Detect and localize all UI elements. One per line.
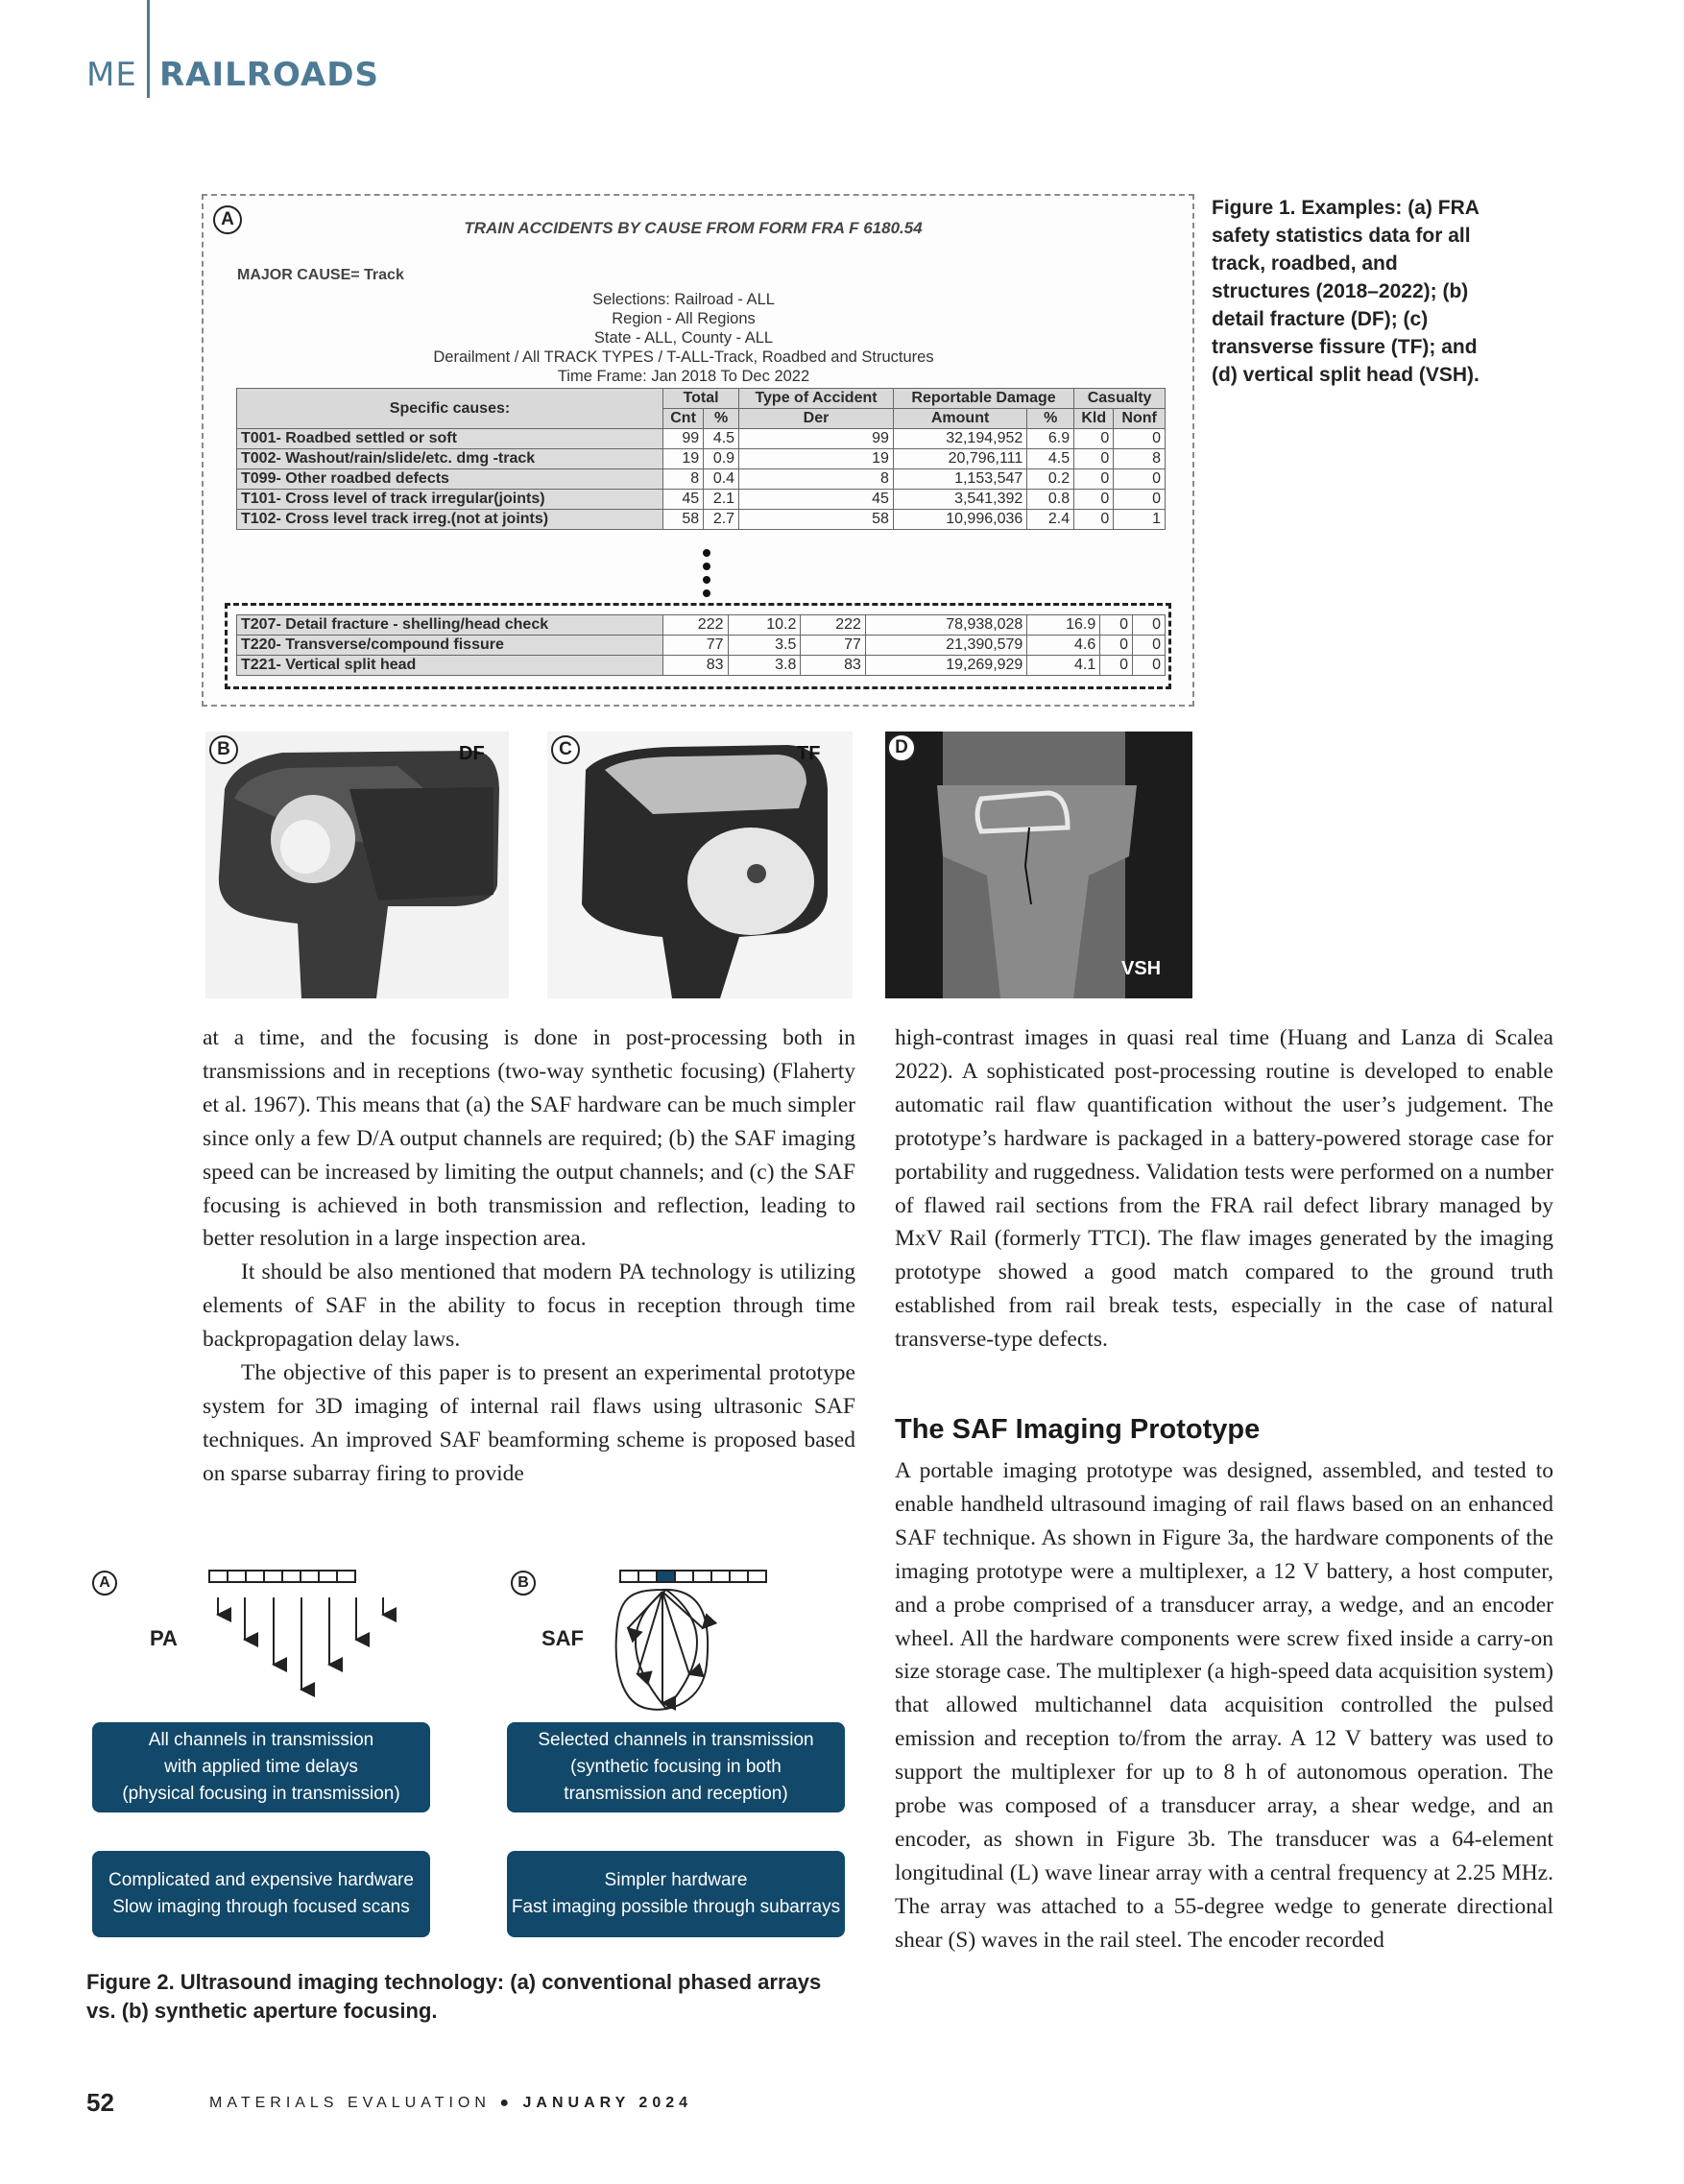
value-cell: 45 [739, 490, 894, 510]
selection-line: Time Frame: Jan 2018 To Dec 2022 [557, 368, 810, 385]
selection-line: State - ALL, County - ALL [593, 329, 774, 347]
paragraph: at a time, and the focusing is done in post-processing both in transmissions and in receptions (two-way synthetic focusing) (Flaherty et al. 1967). This means that (a) the SAF hardware can be much simpler since only a few D/A output channels are required; (b) the SAF imaging speed can be increased by limiting the output channels; and (c) the SAF focusing is achieved in both transmission and reflection, leading to better resolution in a large inspection area. [203, 1025, 855, 1252]
value-cell: 19,269,929 [865, 656, 1026, 676]
table-row [237, 636, 1166, 656]
major-cause: MAJOR CAUSE= Track [237, 267, 404, 283]
value-cell: 4.5 [704, 429, 739, 449]
header-section: RAILROADS [159, 56, 380, 94]
table-row [237, 615, 1166, 636]
value-cell: 0 [1114, 469, 1166, 490]
table-row [237, 469, 1166, 490]
header-me: ME [86, 56, 137, 94]
value-cell: 19 [739, 449, 894, 469]
table-row [237, 449, 1166, 469]
value-cell: 222 [801, 615, 866, 636]
col-type: Type of Accident [739, 389, 894, 409]
pa-label: PA [150, 1626, 178, 1650]
value-cell: 0.2 [1027, 469, 1074, 490]
cause-cell: T220- Transverse/compound fissure [237, 636, 663, 656]
value-cell: 8 [739, 469, 894, 490]
tf-label: TF [797, 743, 821, 764]
figure1-caption: Figure 1. Examples: (a) FRA safety statistics data for all track, roadbed, and structures (2018–2022); (b) detail fracture (DF); (c) transverse fissure (TF); and (d) vertical split head (VSH). [1212, 197, 1480, 386]
value-cell: 78,938,028 [865, 615, 1026, 636]
bullet: ● [499, 2095, 515, 2111]
table-row [237, 656, 1166, 676]
col-cnt: Cnt [663, 409, 704, 429]
paragraph: high-contrast images in quasi real time (Huang and Lanza di Scalea 2022). A sophisticated post-processing routine is developed to enable automatic rail flaw quantification without the user’s judgement. The prototype’s hardware is packaged in a battery-powered storage case for portability and ruggedness. Validation tests were performed on a number of flawed rail sections from the FRA rail defect library managed by MxV Rail (formerly TTCI). The flaw images generated by the imaging prototype showed a good match compared to the ground truth established from rail break tests, especially in the case of natural transverse-type defects. [895, 1025, 1553, 1353]
col-der: Der [739, 409, 894, 429]
value-cell: 0 [1133, 615, 1166, 636]
value-cell: 0 [1133, 656, 1166, 676]
selection-line: Region - All Regions [612, 310, 756, 327]
value-cell: 0 [1074, 429, 1114, 449]
box-line: transmission and reception) [564, 1784, 788, 1804]
col-damage: Reportable Damage [893, 389, 1073, 409]
table-row [237, 510, 1166, 530]
issue-date: JANUARY 2024 [522, 2095, 693, 2111]
box-line: Simpler hardware [604, 1870, 748, 1890]
value-cell: 4.5 [1027, 449, 1074, 469]
panel-a-letter: A [213, 205, 242, 234]
photo-transverse-fissure [547, 732, 853, 998]
panel-c-letter: C [551, 735, 580, 764]
value-cell: 6.9 [1027, 429, 1074, 449]
value-cell: 0 [1133, 636, 1166, 656]
cause-cell: T221- Vertical split head [237, 656, 663, 676]
figure2-caption: Figure 2. Ultrasound imaging technology: (a) conventional phased arrays vs. (b) synthetic aperture focusing. [86, 1970, 822, 2023]
transverse-fissure-image [547, 732, 853, 998]
value-cell: 0 [1114, 490, 1166, 510]
photo-vertical-split-head [885, 732, 1192, 998]
value-cell: 2.7 [704, 510, 739, 530]
value-cell: 3,541,392 [893, 490, 1026, 510]
ellipsis-dot [703, 563, 710, 570]
left-column-top [203, 1021, 855, 1491]
detail-fracture-image [205, 732, 509, 998]
value-cell: 10.2 [728, 615, 801, 636]
value-cell: 2.1 [704, 490, 739, 510]
value-cell: 0.4 [704, 469, 739, 490]
right-column-top [895, 1021, 1553, 1356]
value-cell: 21,390,579 [865, 636, 1026, 656]
value-cell: 0.8 [1027, 490, 1074, 510]
ellipsis-dot [703, 576, 710, 584]
box-line: All channels in transmission [148, 1730, 374, 1750]
ellipsis-dot [703, 549, 710, 557]
fig2-a-letter: A [92, 1571, 117, 1596]
value-cell: 0 [1074, 510, 1114, 530]
col-casualty: Casualty [1074, 389, 1166, 409]
value-cell: 83 [663, 656, 729, 676]
paragraph: A portable imaging prototype was designed, assembled, and tested to enable handheld ultrasound imaging of rail flaws based on an enhanced SAF technique. As shown in Figure 3a, the hardware components of the imaging prototype were a multiplexer, a 12 V battery, a host computer, and a probe comprised of a transducer array, a wedge, and an encoder wheel. All the hardware components were screw fixed inside a carry-on size storage case. The multiplexer (a high-speed data acquisition system) that allowed multichannel data acquisition controlled the pulsed emission and reception to/from the array. A 12 V battery was used to support the multiplexer for up to 8 h of autonomous operation. The probe was composed of a transducer array, a shear wedge, and an encoder, as shown in Figure 3b. The transducer was a 64-element longitudinal (L) wave linear array with a central frequency at 2.25 MHz. The array was attached to a 55-degree wedge to generate directional shear (S) waves in the rail steel. The encoder recorded [895, 1458, 1553, 1953]
value-cell: 4.1 [1027, 656, 1100, 676]
col-kld: Kld [1074, 409, 1114, 429]
selection-line: Selections: Railroad - ALL [592, 291, 775, 308]
saf-array-diagram [614, 1569, 826, 1722]
box-line: Slow imaging through focused scans [112, 1897, 410, 1917]
section-heading: The SAF Imaging Prototype [895, 1414, 1261, 1445]
value-cell: 1,153,547 [893, 469, 1026, 490]
box-line: Selected channels in transmission [538, 1730, 814, 1750]
paragraph: The objective of this paper is to present an experimental prototype system for 3D imaging of internal rail flaws using ultrasonic SAF techniques. An improved SAF beamforming scheme is proposed based on sparse subarray firing to provide [203, 1360, 855, 1486]
col-total: Total [663, 389, 739, 409]
box-line: with applied time delays [164, 1757, 358, 1777]
box-line: (physical focusing in transmission) [122, 1784, 400, 1804]
col-specific: Specific causes: [237, 389, 663, 429]
table-row [237, 490, 1166, 510]
photo-detail-fracture [205, 732, 509, 998]
cause-cell: T002- Washout/rain/slide/etc. dmg -track [237, 449, 663, 469]
figure1-panel-a [202, 194, 1194, 707]
value-cell: 8 [663, 469, 704, 490]
box-line: Fast imaging possible through subarrays [511, 1897, 841, 1917]
value-cell: 222 [663, 615, 729, 636]
value-cell: 0 [1114, 429, 1166, 449]
col-amount: Amount [893, 409, 1026, 429]
panel-d-letter: D [887, 733, 916, 762]
fra-table-title: TRAIN ACCIDENTS BY CAUSE FROM FORM FRA F 6180.54 [464, 219, 923, 237]
value-cell: 77 [663, 636, 729, 656]
value-cell: 77 [801, 636, 866, 656]
journal-name: MATERIALS EVALUATION [209, 2095, 491, 2111]
paragraph: It should be also mentioned that modern PA technology is utilizing elements of SAF in the ability to focus in reception through time backpropagation delay laws. [203, 1260, 855, 1353]
value-cell: 8 [1114, 449, 1166, 469]
value-cell: 0 [1074, 449, 1114, 469]
table-row [237, 429, 1166, 449]
cause-cell: T099- Other roadbed defects [237, 469, 663, 490]
value-cell: 99 [739, 429, 894, 449]
value-cell: 45 [663, 490, 704, 510]
cause-cell: T207- Detail fracture - shelling/head check [237, 615, 663, 636]
panel-b-letter: B [209, 735, 238, 764]
value-cell: 4.6 [1027, 636, 1100, 656]
page-number: 52 [86, 2088, 114, 2117]
accident-table-top [236, 388, 1166, 530]
ellipsis-dot [703, 589, 710, 597]
value-cell: 1 [1114, 510, 1166, 530]
value-cell: 2.4 [1027, 510, 1074, 530]
value-cell: 58 [739, 510, 894, 530]
value-cell: 3.8 [728, 656, 801, 676]
value-cell: 20,796,111 [893, 449, 1026, 469]
header-rule [147, 0, 150, 98]
selection-line: Derailment / All TRACK TYPES / T-ALL-Track, Roadbed and Structures [433, 348, 934, 366]
col-nonf: Nonf [1114, 409, 1166, 429]
pa-box-hardware [92, 1851, 430, 1937]
value-cell: 83 [801, 656, 866, 676]
saf-box-transmission [507, 1722, 845, 1812]
value-cell: 3.5 [728, 636, 801, 656]
value-cell: 10,996,036 [893, 510, 1026, 530]
value-cell: 0 [1100, 615, 1133, 636]
box-line: Complicated and expensive hardware [108, 1870, 414, 1890]
col-pct: % [704, 409, 739, 429]
cause-cell: T101- Cross level of track irregular(joints) [237, 490, 663, 510]
footer-journal [209, 2095, 692, 2112]
value-cell: 0.9 [704, 449, 739, 469]
value-cell: 19 [663, 449, 704, 469]
value-cell: 0 [1100, 656, 1133, 676]
col-dpct: % [1027, 409, 1074, 429]
df-label: DF [459, 743, 485, 764]
value-cell: 0 [1074, 490, 1114, 510]
saf-box-hardware [507, 1851, 845, 1937]
value-cell: 32,194,952 [893, 429, 1026, 449]
box-line: (synthetic focusing in both [570, 1757, 782, 1777]
cause-cell: T102- Cross level track irreg.(not at joints) [237, 510, 663, 530]
fig2-b-letter: B [511, 1571, 536, 1596]
value-cell: 0 [1100, 636, 1133, 656]
accident-table-bottom [236, 614, 1166, 676]
pa-box-transmission [92, 1722, 430, 1812]
cause-cell: T001- Roadbed settled or soft [237, 429, 663, 449]
pa-array-diagram [192, 1569, 422, 1703]
value-cell: 58 [663, 510, 704, 530]
value-cell: 99 [663, 429, 704, 449]
right-column-bottom [895, 1454, 1553, 1957]
vsh-label: VSH [1121, 958, 1162, 979]
value-cell: 16.9 [1027, 615, 1100, 636]
saf-label: SAF [541, 1626, 584, 1650]
value-cell: 0 [1074, 469, 1114, 490]
